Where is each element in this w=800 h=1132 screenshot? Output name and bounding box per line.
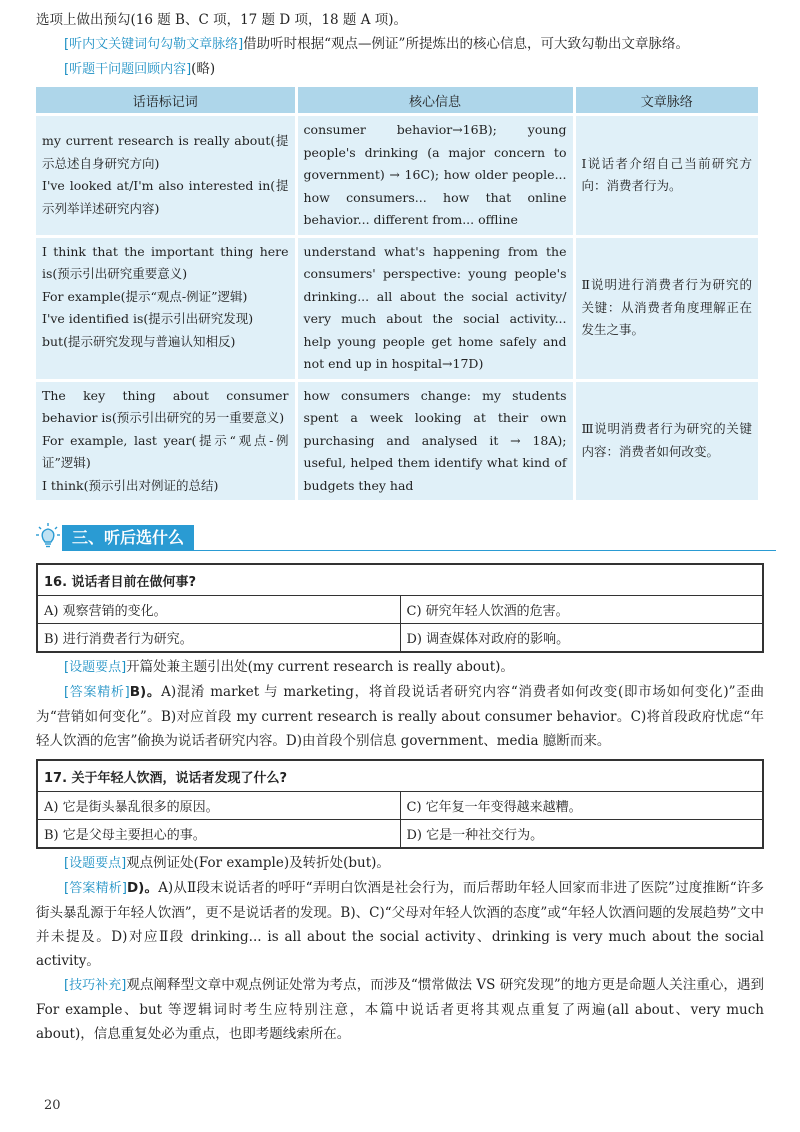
review-tip-tag: [听题干问题回顾内容] [64, 62, 192, 77]
row3-outline: Ⅲ说明消费者行为研究的关键内容：消费者如何改变。 [576, 382, 759, 501]
q17-point-tag: [设题要点] [64, 856, 127, 871]
q16-option-a: A) 观察营销的变化。 [37, 596, 400, 624]
question-16-table [36, 563, 764, 653]
q16-analysis-text: A)混淆 market 与 marketing，将首段说话者研究内容“消费者如何改变(即市场如何变化)”歪曲为“营销如何变化”。B)对应首段 my current research is really about consumer behavior。C)将首段政府忧虑“年轻人饮酒的危害”偷换为说话者研究内容。D)由首段个别信息 government、media 臆断而来。 [36, 684, 764, 749]
header-markers: 话语标记词 [36, 87, 295, 113]
outline-tip-paragraph [36, 32, 764, 57]
q17-option-b: B) 它是父母主要担心的事。 [37, 820, 400, 849]
section-title: 三、听后选什么 [62, 525, 194, 551]
table-row [36, 116, 758, 235]
row2-outline: Ⅱ说明进行消费者行为研究的关键：从消费者角度理解正在发生之事。 [576, 238, 759, 379]
q17-option-c: C) 它年复一年变得越来越糟。 [400, 792, 763, 820]
outline-tip-text: 借助听时根据“观点—例证”所提炼出的核心信息，可大致勾勒出文章脉络。 [243, 36, 689, 52]
header-outline: 文章脉络 [576, 87, 759, 113]
question-17-stem: 17. 关于年轻人饮酒，说话者发现了什么? [37, 760, 763, 792]
intro-line: 选项上做出预勾(16 题 B、C 项，17 题 D 项，18 题 A 项)。 [36, 12, 408, 28]
row1-markers: my current research is really about(提示总述自身研究方向) I've looked at/I'm also interested in(提示列举详述研究内容) [36, 116, 295, 235]
row3-core: how consumers change: my students spent a week looking at their own purchasing and analysed it → 18A); useful, helped them identify what kind of budgets they had [298, 382, 573, 501]
lightbulb-icon [36, 522, 60, 550]
q16-option-c: C) 研究年轻人饮酒的危害。 [400, 596, 763, 624]
review-tip-paragraph [36, 57, 764, 82]
q17-option-a: A) 它是街头暴乱很多的原因。 [37, 792, 400, 820]
page-content [36, 8, 764, 1046]
page-number: 20 [44, 1098, 61, 1113]
q17-point-paragraph [36, 851, 764, 876]
question-16-stem: 16. 说话者目前在做何事? [37, 564, 763, 596]
q17-answer: D)。 [126, 880, 159, 896]
header-core: 核心信息 [298, 87, 573, 113]
outline-tip-tag: [听内文关键词句勾勒文章脉络] [64, 37, 244, 52]
q17-tip-tag: [技巧补充] [64, 978, 127, 993]
review-tip-text: (略) [191, 61, 216, 77]
q17-analysis-text: A)从Ⅱ段末说话者的呼吁“弄明白饮酒是社会行为，而后帮助年轻人回家而非进了医院”过度推断“许多街头暴乱源于年轻人饮酒”，更不是说话者的发现。B)、C)“父母对年轻人饮酒的态度”或“年轻人饮酒问题的发展趋势”文中并未提及。D)对应Ⅱ段 drinking... is all about the social activity、drinking is very much about the social activity。 [36, 880, 764, 969]
q17-analysis-tag: [答案精析] [64, 881, 127, 896]
row1-core: consumer behavior→16B); young people's drinking (a major concern to government) → 16C); how older people... how consumers... how that online behavior... different from... offline [298, 116, 573, 235]
q17-tip-text: 观点阐释型文章中观点例证处常为考点，而涉及“惯常做法 VS 研究发现”的地方更是命题人关注重心，遇到 For example、but 等逻辑词时考生应特别注意，本篇中说话者更将其观点重复了两遍(all about、very much about)，信息重复处必为重点，也即考题线索所在。 [36, 977, 764, 1042]
q17-point-text: 观点例证处(For example)及转折处(but)。 [126, 855, 390, 871]
question-17-table [36, 759, 764, 849]
table-row [36, 382, 758, 501]
q16-analysis-tag: [答案精析] [64, 685, 130, 700]
row2-core: understand what's happening from the consumers' perspective: young people's drinking... all about the social activity/ very much about the social activity... help young people get home safely and not end up in hospital→17D) [298, 238, 573, 379]
row3-markers: The key thing about consumer behavior is(预示引出研究的另一重要意义) For example, last year(提示“观点-例证”逻辑) I think(预示引出对例证的总结) [36, 382, 295, 501]
q16-point-text: 开篇处兼主题引出处(my current research is really about)。 [126, 659, 514, 675]
q17-option-d: D) 它是一种社交行为。 [400, 820, 763, 849]
q16-analysis-paragraph [36, 680, 764, 753]
table-row [36, 238, 758, 379]
table-header-row [36, 87, 758, 113]
q17-analysis-paragraph [36, 876, 764, 973]
q16-option-d: D) 调查媒体对政府的影响。 [400, 624, 763, 653]
q16-point-tag: [设题要点] [64, 660, 127, 675]
q17-tip-paragraph [36, 973, 764, 1046]
row2-markers: I think that the important thing here is(预示引出研究重要意义) For example(提示“观点-例证”逻辑) I've identified is(提示引出研究发现) but(提示研究发现与普遍认知相反) [36, 238, 295, 379]
listening-analysis-table [33, 84, 761, 503]
q16-option-b: B) 进行消费者行为研究。 [37, 624, 400, 653]
q16-answer: B)。 [129, 684, 162, 700]
section-heading [36, 517, 764, 557]
row1-outline: Ⅰ说话者介绍自己当前研究方向：消费者行为。 [576, 116, 759, 235]
q16-point-paragraph [36, 655, 764, 680]
section-divider [62, 550, 776, 551]
